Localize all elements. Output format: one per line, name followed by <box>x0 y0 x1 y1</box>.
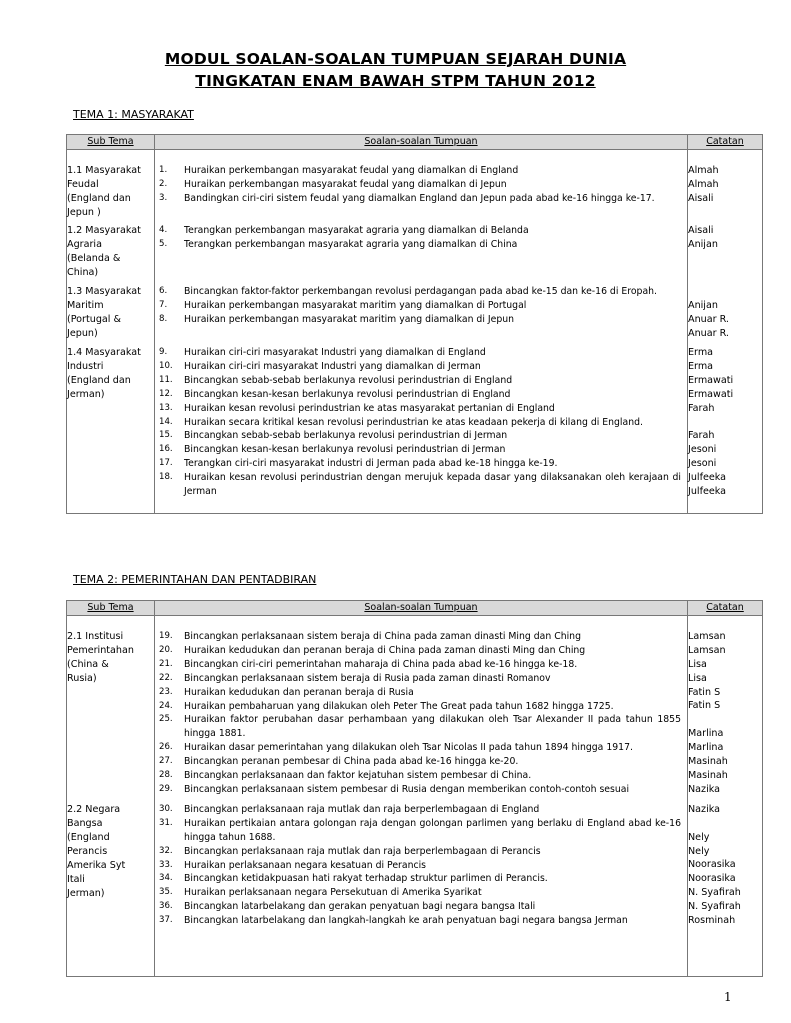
catatan-name: Farah <box>688 402 715 414</box>
sub-tema-cell <box>67 616 155 803</box>
sub-tema-row <box>67 150 763 225</box>
catatan-name: Aisali <box>688 225 714 236</box>
sub-tema-line: Rusia) <box>67 673 97 684</box>
question-item <box>155 285 687 299</box>
sub-tema-row <box>67 224 763 285</box>
question-number: 15. <box>159 430 173 441</box>
catatan-cell <box>688 285 763 346</box>
sub-tema-row <box>67 616 763 803</box>
question-number: 18. <box>159 472 173 483</box>
catatan-name: Lamsan <box>688 631 726 642</box>
question-number: 24. <box>159 700 173 711</box>
question-list <box>155 285 687 327</box>
question-item <box>155 700 687 714</box>
question-list <box>155 630 687 797</box>
sub-tema-line: (Belanda & <box>67 253 121 264</box>
sub-tema-line: (England dan <box>67 375 131 386</box>
catatan-name: Marlina <box>688 742 724 754</box>
catatan-name: Erma <box>688 360 714 372</box>
question-text: Bincangkan perlaksanaan sistem beraja di China pada zaman dinasti Ming dan Ching <box>184 631 581 642</box>
header-soalan: Soalan-soalan Tumpuan <box>155 135 688 150</box>
question-text: Huraikan kesan revolusi perindustrian dengan merujuk kepada dasar yang dilaksanakan oleh kerajaan di Jerman <box>184 472 681 498</box>
sub-tema-line: Industri <box>67 361 104 372</box>
catatan-name: Jesoni <box>688 458 717 470</box>
question-cell <box>155 803 688 977</box>
catatan-name: Masinah <box>688 769 728 781</box>
catatan-name <box>688 713 762 727</box>
question-text: Huraikan ciri-ciri masyarakat Industri yang diamalkan di Jerman <box>184 360 481 372</box>
question-item <box>155 224 687 238</box>
sub-tema-line: 1.1 Masyarakat <box>67 165 141 176</box>
question-list <box>155 346 687 499</box>
question-number: 25. <box>159 714 173 725</box>
sub-tema-line: Jepun ) <box>67 207 101 218</box>
sub-tema-line: Perancis <box>67 845 108 857</box>
document-title-line-2: TINGKATAN ENAM BAWAH STPM TAHUN 2012 <box>195 72 596 90</box>
question-number: 12. <box>159 388 173 399</box>
sub-tema-cell <box>67 346 155 513</box>
catatan-name: Lisa <box>688 672 707 684</box>
question-item <box>155 859 687 873</box>
sub-tema-line: (China & <box>67 659 109 670</box>
catatan-name: Ermawati <box>688 374 734 386</box>
sub-tema-line: 2.1 Institusi <box>67 631 124 642</box>
catatan-name: Ermawati <box>688 388 734 400</box>
question-text: Huraikan dasar pemerintahan yang dilakukan oleh Tsar Nicolas II pada tahun 1894 hingga 1917. <box>184 742 633 754</box>
question-number: 3. <box>159 192 168 203</box>
catatan-cell <box>688 803 763 977</box>
question-item <box>155 644 687 658</box>
catatan-name: Rosminah <box>688 915 736 926</box>
question-item <box>155 346 687 360</box>
question-text: Bincangkan perlaksanaan sistem pembesar di Rusia dengan memberikan contoh-contoh sesuai <box>184 783 630 795</box>
question-text: Terangkan perkembangan masyarakat agraria yang diamalkan di Belanda <box>184 225 529 236</box>
question-text: Bincangkan perlaksanaan raja mutlak dan raja berperlembagaan di England <box>184 803 540 815</box>
sub-tema-cell <box>67 285 155 346</box>
question-number: 9. <box>159 347 168 357</box>
sub-tema-line: Amerika Syt <box>67 859 126 871</box>
question-item <box>155 672 687 686</box>
question-number: 26. <box>159 742 173 753</box>
question-number: 2. <box>159 178 168 189</box>
question-number: 28. <box>159 770 173 781</box>
question-item <box>155 388 687 402</box>
question-text: Huraikan perkembangan masyarakat maritim yang diamalkan di Portugal <box>184 299 527 311</box>
question-text: Bincangkan perlaksanaan raja mutlak dan raja berperlembagaan di Perancis <box>184 845 541 857</box>
question-number: 1. <box>159 165 168 175</box>
catatan-name: Noorasika <box>688 873 736 885</box>
question-text: Huraikan perkembangan masyarakat feudal yang diamalkan di Jepun <box>184 178 507 190</box>
question-text: Bincangkan latarbelakang dan langkah-langkah ke arah penyatuan bagi negara bangsa Jerman <box>184 915 628 927</box>
question-number: 34. <box>159 873 173 884</box>
question-item <box>155 872 687 886</box>
sub-tema-line: 1.4 Masyarakat <box>67 347 141 358</box>
sub-tema-line: (England <box>67 831 110 843</box>
question-item <box>155 630 687 644</box>
catatan-name: Anijan <box>688 238 718 250</box>
question-number: 11. <box>159 374 173 385</box>
question-text: Bincangkan perlaksanaan dan faktor kejatuhan sistem pembesar di China. <box>184 770 532 782</box>
catatan-name: Anuar R. <box>688 313 729 325</box>
sub-tema-line: 1.2 Masyarakat <box>67 225 141 236</box>
question-item <box>155 374 687 388</box>
question-text: Bincangkan ciri-ciri pemerintahan maharaja di China pada abad ke-16 hingga ke-18. <box>184 658 578 670</box>
sub-tema-line: Bangsa <box>67 817 103 829</box>
catatan-name: Lisa <box>688 658 707 670</box>
question-item <box>155 164 687 178</box>
question-item <box>155 313 687 327</box>
catatan-name: Julfeeka <box>688 485 727 497</box>
catatan-name: Nely <box>688 845 710 857</box>
question-text: Bincangkan kesan-kesan berlakunya revolusi perindustrian di England <box>184 388 511 400</box>
question-number: 31. <box>159 817 173 828</box>
sub-tema-line: Pemerintahan <box>67 645 134 656</box>
question-cell <box>155 150 688 225</box>
page-number: 1 <box>724 990 732 1004</box>
question-number: 35. <box>159 887 173 898</box>
question-text: Huraikan kedudukan dan peranan beraja di Rusia <box>184 686 414 698</box>
catatan-cell <box>688 224 763 285</box>
catatan-name: N. Syafirah <box>688 901 741 913</box>
question-text: Bincangkan latarbelakang dan gerakan penyatuan bagi negara bangsa Itali <box>184 901 536 913</box>
question-item <box>155 914 687 928</box>
question-text: Huraikan perkembangan masyarakat feudal yang diamalkan di England <box>184 165 519 176</box>
sub-tema-line: 1.3 Masyarakat <box>67 286 141 297</box>
question-number: 6. <box>159 286 168 296</box>
catatan-name: Farah <box>688 430 715 442</box>
sub-tema-line: China) <box>67 267 99 278</box>
question-text: Bincangkan perlaksanaan sistem beraja di Rusia pada zaman dinasti Romanov <box>184 672 551 684</box>
question-number: 8. <box>159 313 168 324</box>
question-cell <box>155 616 688 803</box>
question-item <box>155 457 687 471</box>
question-text: Huraikan ciri-ciri masyarakat Industri yang diamalkan di England <box>184 347 486 358</box>
question-cell <box>155 285 688 346</box>
question-item <box>155 443 687 457</box>
sub-tema-line: 2.2 Negara <box>67 803 121 815</box>
sub-tema-line: Feudal <box>67 179 99 190</box>
question-text: Terangkan perkembangan masyarakat agraria yang diamalkan di China <box>184 238 518 250</box>
question-list <box>155 803 687 928</box>
question-number: 30. <box>159 803 173 814</box>
catatan-name: Julfeeka <box>688 472 727 484</box>
question-item <box>155 783 687 797</box>
question-item <box>155 658 687 672</box>
question-text: Huraikan perlaksanaan negara kesatuan di Perancis <box>184 859 426 871</box>
tema-2-heading: TEMA 2: PEMERINTAHAN DAN PENTADBIRAN <box>73 573 317 586</box>
tema-1-table <box>66 134 763 514</box>
question-number: 14. <box>159 416 173 427</box>
question-item <box>155 803 687 817</box>
header-soalan: Soalan-soalan Tumpuan <box>155 601 688 616</box>
question-number: 7. <box>159 299 168 310</box>
catatan-name: N. Syafirah <box>688 887 741 899</box>
question-text: Huraikan pertikaian antara golongan raja dengan golongan parlimen yang berlaku di England abad ke-16 hingga tahun 1688. <box>184 817 681 843</box>
question-text: Bincangkan peranan pembesar di China pada abad ke-16 hingga ke-20. <box>184 756 519 768</box>
question-number: 37. <box>159 915 173 926</box>
catatan-name: Anuar R. <box>688 327 729 339</box>
question-item <box>155 360 687 374</box>
question-item <box>155 416 687 430</box>
catatan-name: Noorasika <box>688 859 736 871</box>
question-number: 22. <box>159 672 173 683</box>
question-number: 17. <box>159 458 173 469</box>
header-sub-tema: Sub Tema <box>67 135 155 150</box>
question-number: 29. <box>159 783 173 794</box>
catatan-name: Nely <box>688 831 710 843</box>
question-text: Huraikan pembaharuan yang dilakukan oleh Peter The Great pada tahun 1682 hingga 1725. <box>184 700 614 712</box>
question-item <box>155 769 687 783</box>
question-text: Bincangkan ketidakpuasan hati rakyat terhadap struktur parlimen di Perancis. <box>184 873 548 885</box>
sub-tema-row <box>67 285 763 346</box>
catatan-cell <box>688 616 763 803</box>
question-item <box>155 741 687 755</box>
catatan-name: Lamsan <box>688 644 726 656</box>
catatan-cell <box>688 150 763 225</box>
catatan-name: Anijan <box>688 299 718 311</box>
header-catatan: Catatan <box>688 135 763 150</box>
catatan-name: Erma <box>688 347 714 358</box>
sub-tema-line: (England dan <box>67 193 131 204</box>
catatan-name: Nazika <box>688 783 721 795</box>
question-item <box>155 900 687 914</box>
question-number: 16. <box>159 444 173 455</box>
question-number: 36. <box>159 901 173 912</box>
document-title-line-1: MODUL SOALAN-SOALAN TUMPUAN SEJARAH DUNIA <box>164 50 627 68</box>
sub-tema-line: Jepun) <box>67 328 98 339</box>
question-text: Huraikan kesan revolusi perindustrian ke atas masyarakat pertanian di England <box>184 402 555 414</box>
question-number: 33. <box>159 859 173 870</box>
question-text: Huraikan kedudukan dan peranan beraja di China pada zaman dinasti Ming dan Ching <box>184 644 586 656</box>
sub-tema-row <box>67 803 763 977</box>
question-number: 32. <box>159 845 173 856</box>
question-item <box>155 817 687 845</box>
question-item <box>155 192 687 206</box>
question-cell <box>155 346 688 513</box>
question-number: 23. <box>159 686 173 697</box>
question-number: 20. <box>159 644 173 655</box>
tema-2-table <box>66 600 763 977</box>
question-item <box>155 299 687 313</box>
sub-tema-line: Itali <box>67 873 85 885</box>
question-item <box>155 178 687 192</box>
question-text: Bincangkan sebab-sebab berlakunya revolusi perindustrian di Jerman <box>184 430 508 442</box>
sub-tema-line: Jerman) <box>67 887 105 899</box>
question-text: Huraikan perkembangan masyarakat maritim yang diamalkan di Jepun <box>184 313 515 325</box>
catatan-cell <box>688 346 763 513</box>
question-text: Bincangkan sebab-sebab berlakunya revolusi perindustrian di England <box>184 374 513 386</box>
sub-tema-cell <box>67 803 155 977</box>
question-number: 10. <box>159 360 173 371</box>
question-number: 4. <box>159 225 168 235</box>
question-text: Bincangkan kesan-kesan berlakunya revolusi perindustrian di Jerman <box>184 444 506 456</box>
catatan-name: Nazika <box>688 803 721 815</box>
question-list <box>155 224 687 252</box>
sub-tema-line: Maritim <box>67 300 104 311</box>
question-item <box>155 471 687 499</box>
catatan-name: Marlina <box>688 728 724 740</box>
question-item <box>155 402 687 416</box>
catatan-name: Almah <box>688 165 719 176</box>
sub-tema-line: Jerman) <box>67 389 105 400</box>
question-text: Terangkan ciri-ciri masyarakat industri di Jerman pada abad ke-18 hingga ke-19. <box>184 458 558 470</box>
header-catatan: Catatan <box>688 601 763 616</box>
catatan-name: Fatin S <box>688 700 721 712</box>
question-number: 13. <box>159 402 173 413</box>
tema-1-heading: TEMA 1: MASYARAKAT <box>73 108 194 121</box>
sub-tema-line: (Portugal & <box>67 314 122 325</box>
question-item <box>155 429 687 443</box>
question-item <box>155 713 687 741</box>
question-cell <box>155 224 688 285</box>
question-number: 27. <box>159 756 173 767</box>
sub-tema-cell <box>67 224 155 285</box>
question-item <box>155 238 687 252</box>
question-number: 5. <box>159 238 168 249</box>
catatan-name: Jesoni <box>688 444 717 456</box>
catatan-name: Fatin S <box>688 686 721 698</box>
question-number: 19. <box>159 631 173 641</box>
question-item <box>155 686 687 700</box>
question-list <box>155 164 687 206</box>
question-item <box>155 886 687 900</box>
question-item <box>155 755 687 769</box>
question-text: Bandingkan ciri-ciri sistem feudal yang diamalkan England dan Jepun pada abad ke-16 hingga ke-17. <box>184 192 655 204</box>
question-number: 21. <box>159 658 173 669</box>
question-text: Huraikan secara kritikal kesan revolusi perindustrian ke atas keadaan pekerja di kilang di England. <box>184 416 643 428</box>
catatan-name: Masinah <box>688 756 728 768</box>
question-text: Bincangkan faktor-faktor perkembangan revolusi perdagangan pada abad ke-15 dan ke-16 di Eropah. <box>184 286 658 297</box>
catatan-name: Almah <box>688 178 719 190</box>
question-item <box>155 845 687 859</box>
sub-tema-row <box>67 346 763 513</box>
catatan-name: Aisali <box>688 192 714 204</box>
header-sub-tema: Sub Tema <box>67 601 155 616</box>
catatan-name <box>688 285 762 299</box>
sub-tema-line: Agraria <box>67 239 102 250</box>
catatan-name <box>688 415 762 429</box>
question-text: Huraikan perlaksanaan negara Persekutuan di Amerika Syarikat <box>184 887 482 899</box>
question-text: Huraikan faktor perubahan dasar perhambaan yang dilakukan oleh Tsar Alexander II pada tahun 1855 hingga 1881. <box>184 714 681 740</box>
catatan-name <box>688 817 762 831</box>
sub-tema-cell <box>67 150 155 225</box>
